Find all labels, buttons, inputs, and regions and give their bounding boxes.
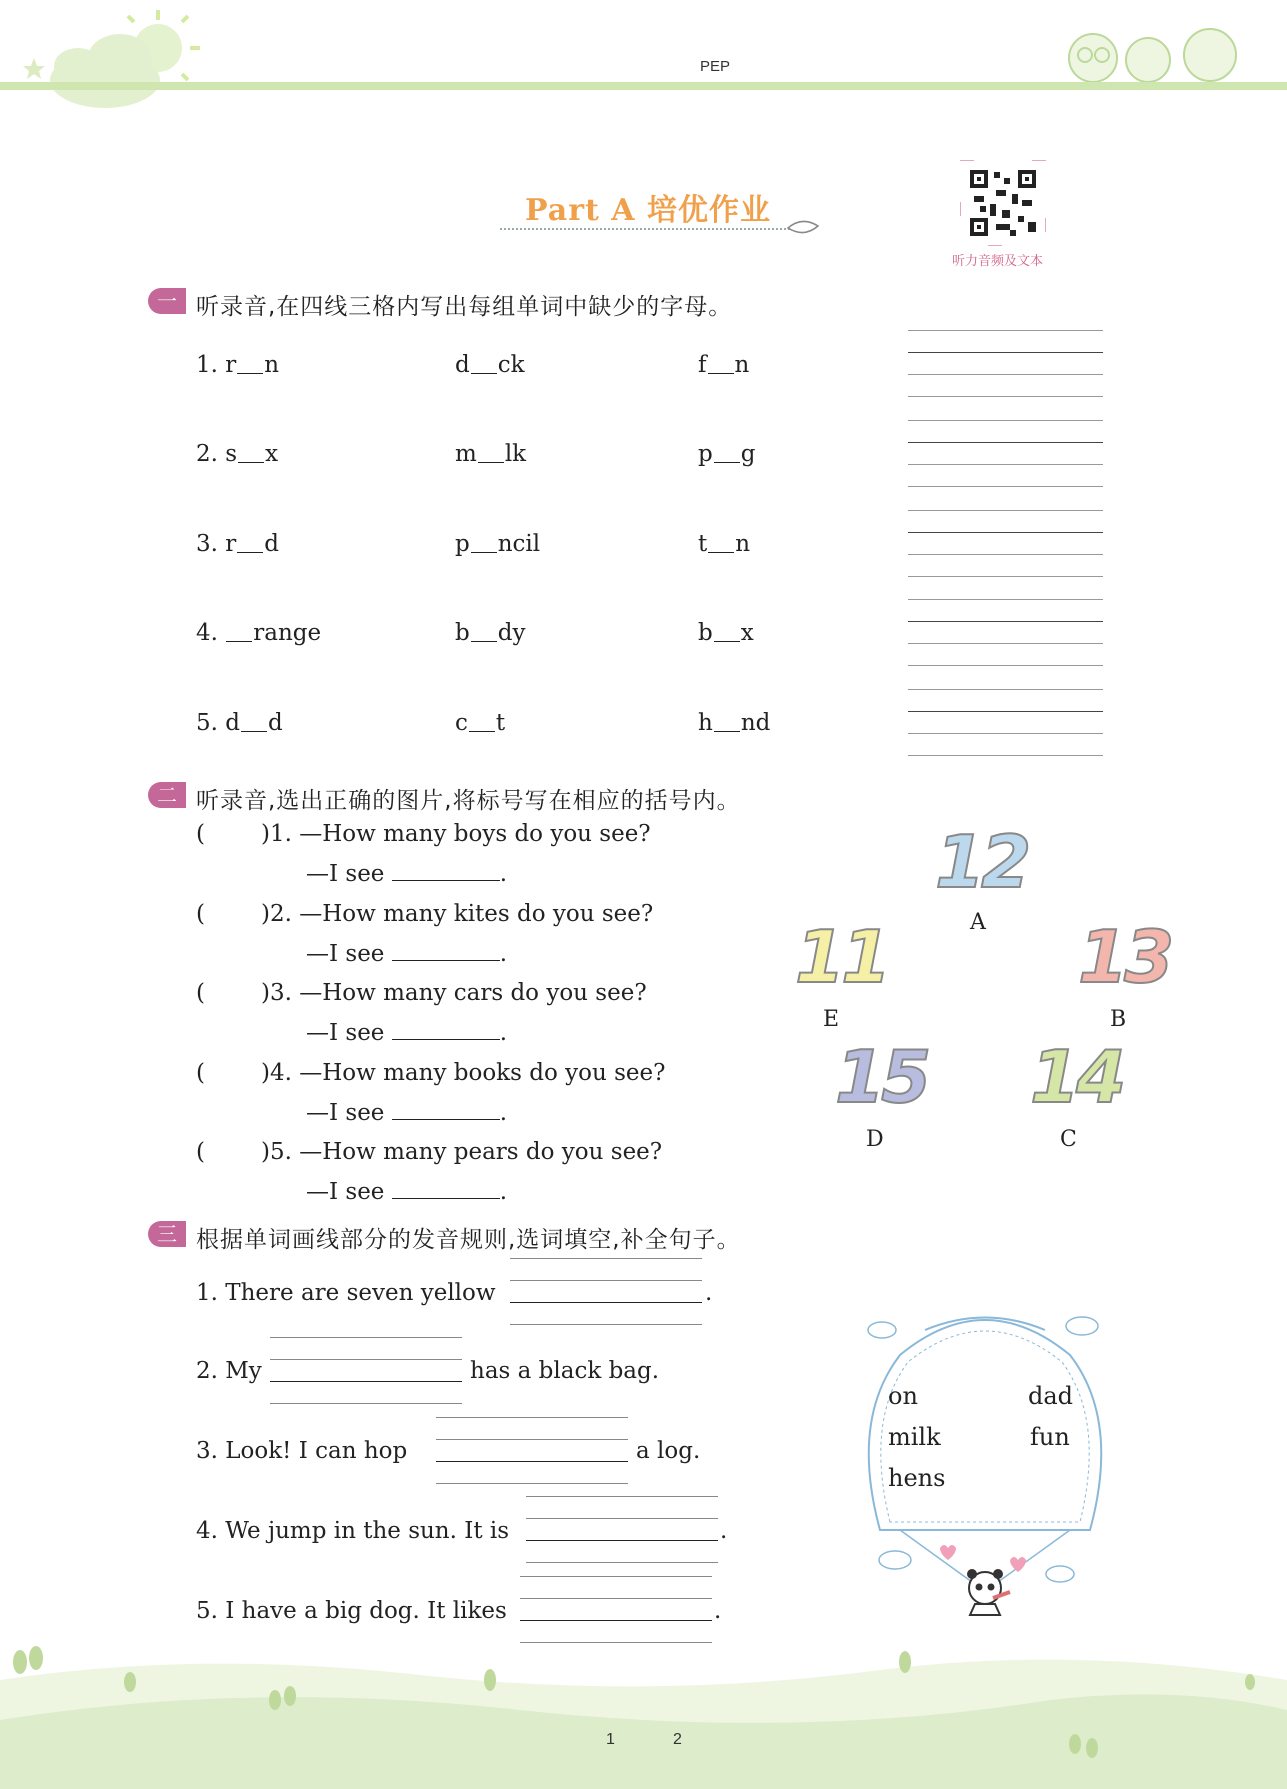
picture-label-c: C xyxy=(1060,1127,1077,1152)
picture-label-d: D xyxy=(866,1127,884,1152)
section2-badge: 二 xyxy=(148,782,186,808)
s3-sentence-1: 1. There are seven yellow xyxy=(196,1280,496,1306)
section1-badge: 一 xyxy=(148,288,186,314)
s1-row-5b: c t xyxy=(455,710,506,736)
s3-sentence-3-end: a log. xyxy=(636,1438,701,1464)
s3-sentence-1-end: . xyxy=(705,1280,713,1306)
picture-label-a: A xyxy=(970,910,986,935)
section2-instruction: 听录音,选出正确的图片,将标号写在相应的括号内。 xyxy=(196,788,741,814)
writing-grid-4[interactable] xyxy=(908,599,1103,687)
s3-answer-grid-2[interactable] xyxy=(270,1337,462,1404)
series-label: PEP xyxy=(700,58,731,75)
s1-row-1b: d ck xyxy=(455,352,525,378)
footer-hills xyxy=(0,1640,1287,1789)
s2-answer-4: —I see . xyxy=(306,1100,508,1126)
s2-answer-2: —I see . xyxy=(306,941,508,967)
word-bank-on: on xyxy=(888,1382,918,1410)
s1-row-5a: 5. d d xyxy=(196,710,283,736)
title-underline xyxy=(500,228,790,230)
number-14-picture: 14 xyxy=(1030,1035,1123,1119)
page-number-right: 2 xyxy=(673,1731,682,1748)
word-bank-hens: hens xyxy=(888,1464,946,1492)
word-bank-fun: fun xyxy=(1030,1423,1070,1451)
s3-sentence-4: 4. We jump in the sun. It is xyxy=(196,1518,510,1544)
writing-grid-1[interactable] xyxy=(908,330,1103,418)
balloon-word-bank-frame xyxy=(860,1300,1110,1620)
s1-row-2b: m lk xyxy=(455,441,527,467)
qr-code[interactable] xyxy=(960,160,1046,246)
number-11-picture: 11 xyxy=(795,915,888,999)
s3-sentence-2-end: has a black bag. xyxy=(470,1358,660,1384)
writing-grid-3[interactable] xyxy=(908,510,1103,598)
s1-row-3a: 3. r d xyxy=(196,531,279,557)
leaf-icon xyxy=(786,216,822,240)
s2-question-5: ( )5. —How many pears do you see? xyxy=(196,1139,663,1165)
s1-row-4c: b x xyxy=(698,620,754,646)
s3-sentence-2: 2. My xyxy=(196,1358,262,1384)
section3-instruction: 根据单词画线部分的发音规则,选词填空,补全句子。 xyxy=(196,1227,741,1253)
picture-label-e: E xyxy=(823,1007,840,1032)
s3-sentence-5-end: . xyxy=(714,1598,722,1624)
s3-answer-grid-5[interactable] xyxy=(520,1576,712,1643)
number-13-picture: 13 xyxy=(1078,915,1171,999)
picture-label-b: B xyxy=(1110,1007,1127,1032)
number-15-picture: 15 xyxy=(835,1035,928,1119)
writing-grid-2[interactable] xyxy=(908,420,1103,508)
s1-row-4b: b dy xyxy=(455,620,526,646)
s2-question-3: ( )3. —How many cars do you see? xyxy=(196,980,647,1006)
s1-row-5c: h nd xyxy=(698,710,771,736)
s2-answer-1: —I see . xyxy=(306,861,508,887)
number-12-picture: 12 xyxy=(935,820,1028,904)
s2-answer-5: —I see . xyxy=(306,1179,508,1205)
page-title: Part A 培优作业 xyxy=(525,193,772,228)
s3-sentence-3: 3. Look! I can hop xyxy=(196,1438,408,1464)
animal-faces-icon xyxy=(1069,29,1236,82)
section1-instruction: 听录音,在四线三格内写出每组单词中缺少的字母。 xyxy=(196,294,733,320)
header-bar xyxy=(0,82,1287,90)
s1-row-2a: 2. s x xyxy=(196,441,279,467)
star-icon xyxy=(23,58,45,79)
s2-question-2: ( )2. —How many kites do you see? xyxy=(196,901,654,927)
s1-row-1c: f n xyxy=(698,352,750,378)
s2-question-1: ( )1. —How many boys do you see? xyxy=(196,821,651,847)
s1-row-2c: p g xyxy=(698,441,756,467)
s3-answer-grid-1[interactable] xyxy=(510,1258,702,1325)
writing-grid-5[interactable] xyxy=(908,689,1103,777)
s3-sentence-4-end: . xyxy=(720,1518,728,1544)
s3-answer-grid-3[interactable] xyxy=(436,1417,628,1484)
cloud-icon xyxy=(50,34,160,108)
section3-badge: 三 xyxy=(148,1221,186,1247)
s3-answer-grid-4[interactable] xyxy=(526,1496,718,1563)
panda-icon xyxy=(967,1569,1010,1615)
s1-row-3b: p ncil xyxy=(455,531,541,557)
s2-answer-3: —I see . xyxy=(306,1020,508,1046)
header-decoration xyxy=(0,0,1287,130)
word-bank-dad: dad xyxy=(1028,1382,1074,1410)
s1-row-3c: t n xyxy=(698,531,751,557)
qr-label: 听力音频及文本 xyxy=(952,254,1044,269)
s1-row-1a: 1. r n xyxy=(196,352,280,378)
word-bank-milk: milk xyxy=(888,1423,941,1451)
s1-row-4a: 4. range xyxy=(196,620,322,646)
page-number-left: 1 xyxy=(606,1731,615,1748)
s2-question-4: ( )4. —How many books do you see? xyxy=(196,1060,666,1086)
s3-sentence-5: 5. I have a big dog. It likes xyxy=(196,1598,507,1624)
